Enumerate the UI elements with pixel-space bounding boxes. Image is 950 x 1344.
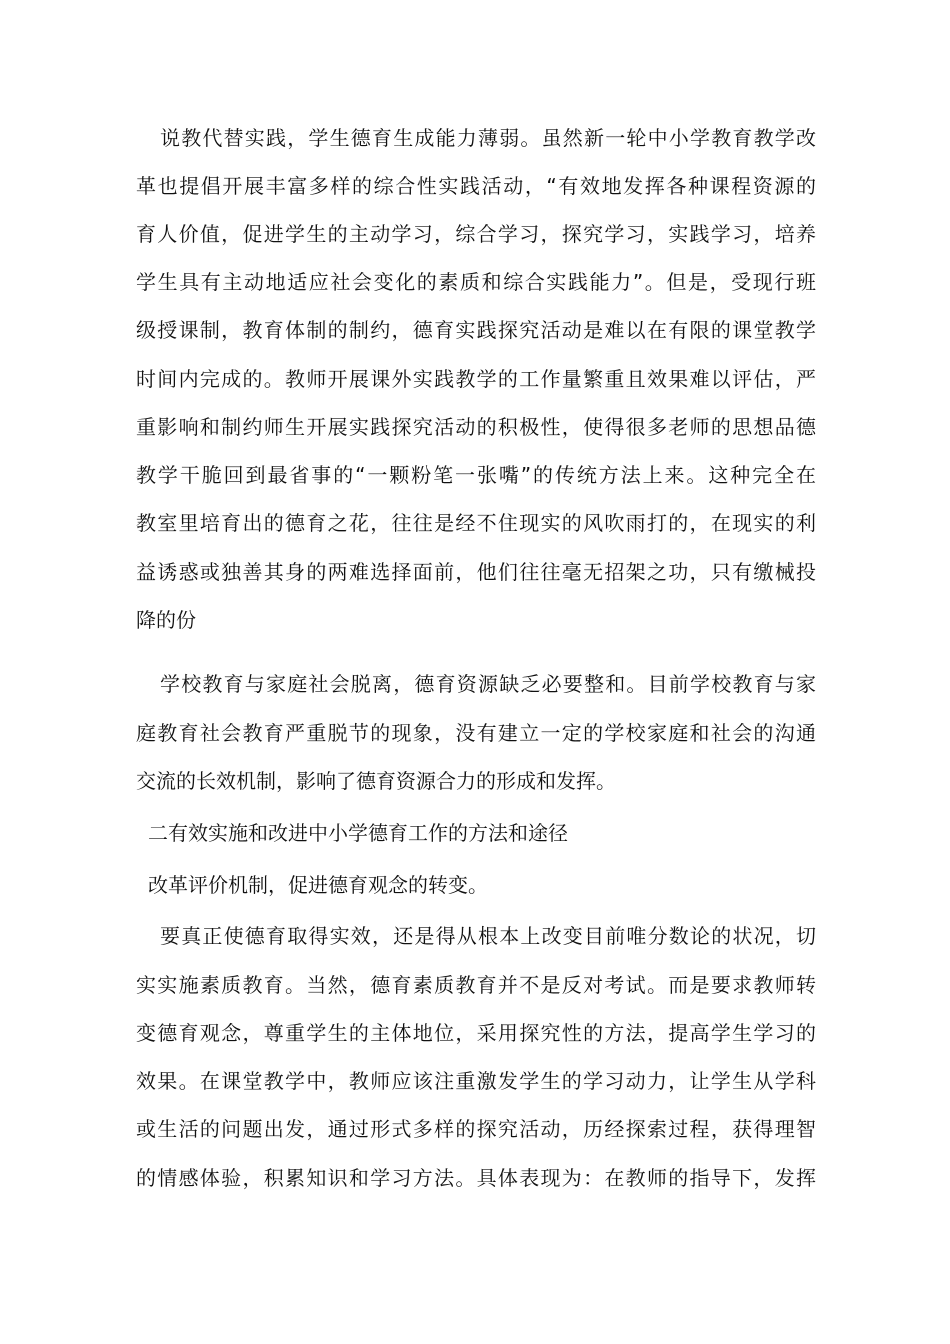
paragraph-line: 效果。在课堂教学中，教师应该注重激发学生的学习动力，让学生从学科 [136,1069,816,1093]
section-heading: 二有效实施和改进中小学德育工作的方法和途径 [148,821,568,845]
paragraph-line: 级授课制，教育体制的制约，德育实践探究活动是难以在有限的课堂教学 [136,318,816,342]
paragraph-line: 重影响和制约师生开展实践探究活动的积极性，使得很多老师的思想品德 [136,415,816,439]
paragraph-line: 交流的长效机制，影响了德育资源合力的形成和发挥。 [136,769,616,793]
paragraph-line: 学生具有主动地适应社会变化的素质和综合实践能力”。但是，受现行班 [136,270,816,294]
paragraph-line: 教室里培育出的德育之花，往往是经不住现实的风吹雨打的，在现实的利 [136,511,816,535]
paragraph-line: 庭教育社会教育严重脱节的现象，没有建立一定的学校家庭和社会的沟通 [136,721,816,745]
paragraph-line: 时间内完成的。教师开展课外实践教学的工作量繁重且效果难以评估，严 [136,367,816,391]
paragraph-line: 育人价值，促进学生的主动学习，综合学习，探究学习，实践学习，培养 [136,222,816,246]
subsection-heading: 改革评价机制，促进德育观念的转变。 [148,873,488,897]
paragraph-line: 学校教育与家庭社会脱离，德育资源缺乏必要整和。目前学校教育与家 [160,672,816,696]
paragraph-line: 实实施素质教育。当然，德育素质教育并不是反对考试。而是要求教师转 [136,973,816,997]
paragraph-line: 益诱惑或独善其身的两难选择面前，他们往往毫无招架之功，只有缴械投 [136,560,816,584]
paragraph-line: 说教代替实践，学生德育生成能力薄弱。虽然新一轮中小学教育教学改 [160,126,816,150]
paragraph-line: 革也提倡开展丰富多样的综合性实践活动，“有效地发挥各种课程资源的 [136,174,816,198]
paragraph-line: 变德育观念，尊重学生的主体地位，采用探究性的方法，提高学生学习的 [136,1021,816,1045]
paragraph-line: 要真正使德育取得实效，还是得从根本上改变目前唯分数论的状况，切 [160,924,816,948]
paragraph-line: 的情感体验，积累知识和学习方法。具体表现为：在教师的指导下，发挥 [136,1166,816,1190]
paragraph-line: 或生活的问题出发，通过形式多样的探究活动，历经探索过程，获得理智 [136,1117,816,1141]
paragraph-line: 教学干脆回到最省事的“一颗粉笔一张嘴”的传统方法上来。这种完全在 [136,463,816,487]
paragraph-line: 降的份 [136,608,196,632]
